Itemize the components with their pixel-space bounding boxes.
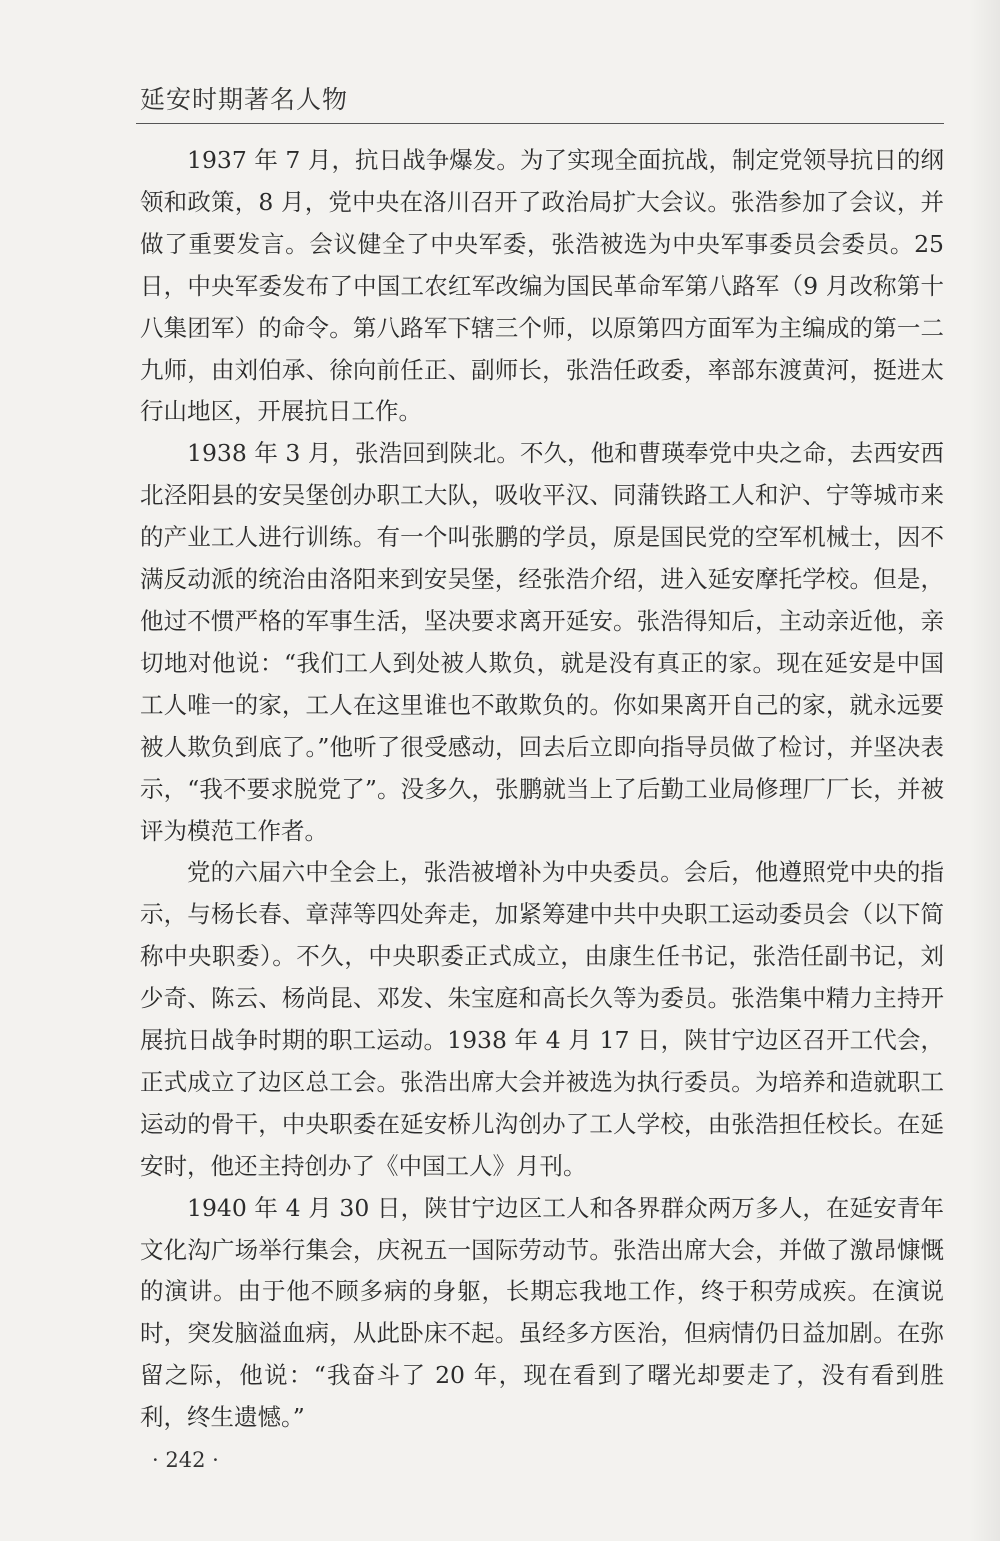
running-header-title: 延安时期著名人物 (140, 85, 349, 114)
paragraph-2: 1938 年 3 月，张浩回到陕北。不久，他和曹瑛奉党中央之命，去西安西北泾阳县的安吴堡创办职工大队，吸收平汉、同蒲铁路工人和沪、宁等城市来的产业工人进行训练。有一个叫张鹏的学员，原是国民党的空军机械士，因不满反动派的统治由洛阳来到安吴堡，经张浩介绍，进入延安摩托学校。但是，他过不惯严格的军事生活，坚决要求离开延安。张浩得知后，主动亲近他，亲切地对他说：“我们工人到处被人欺负，就是没有真正的家。现在延安是中国工人唯一的家，工人在这里谁也不敢欺负的。你如果离开自己的家，就永远要被人欺负到底了。”他听了很受感动，回去后立即向指导员做了检讨，并坚决表示，“我不要求脱党了”。没多久，张鹏就当上了后勤工业局修理厂厂长，并被评为模范工作者。 (140, 439, 944, 845)
page-number: · 242 · (152, 1448, 219, 1472)
paragraph-3: 党的六届六中全会上，张浩被增补为中央委员。会后，他遵照党中央的指示，与杨长春、章萍等四处奔走，加紧筹建中共中央职工运动委员会（以下简称中央职委）。不久，中央职委正式成立，由康生任书记，张浩任副书记，刘少奇、陈云、杨尚昆、邓发、朱宝庭和高长久等为委员。张浩集中精力主持开展抗日战争时期的职工运动。1938 年 4 月 17 日，陕甘宁边区召开工代会，正式成立了边区总工会。张浩出席大会并被选为执行委员。为培养和造就职工运动的骨干，中央职委在延安桥儿沟创办了工人学校，由张浩担任校长。在延安时，他还主持创办了《中国工人》月刊。 (140, 858, 944, 1180)
page-edge-shadow (970, 0, 1000, 1541)
paragraph-4: 1940 年 4 月 30 日，陕甘宁边区工人和各界群众两万多人，在延安青年文化沟广场举行集会，庆祝五一国际劳动节。张浩出席大会，并做了激昂慷慨的演讲。由于他不顾多病的身躯，长期忘我地工作，终于积劳成疾。在演说时，突发脑溢血病，从此卧床不起。虽经多方医治，但病情仍日益加剧。在弥留之际，他说：“我奋斗了 20 年，现在看到了曙光却要走了，没有看到胜利，终生遗憾。” (140, 1193, 944, 1432)
header-rule (136, 123, 944, 124)
body-text (140, 140, 944, 1439)
paragraph-1: 1937 年 7 月，抗日战争爆发。为了实现全面抗战，制定党领导抗日的纲领和政策，8 月，党中央在洛川召开了政治局扩大会议。张浩参加了会议，并做了重要发言。会议健全了中央军委，张浩被选为中央军事委员会委员。25 日，中央军委发布了中国工农红军改编为国民革命军第八路军（9 月改称第十八集团军）的命令。第八路军下辖三个师，以原第四方面军为主编成的第一二九师，由刘伯承、徐向前任正、副师长，张浩任政委，率部东渡黄河，挺进太行山地区，开展抗日工作。 (140, 146, 944, 426)
